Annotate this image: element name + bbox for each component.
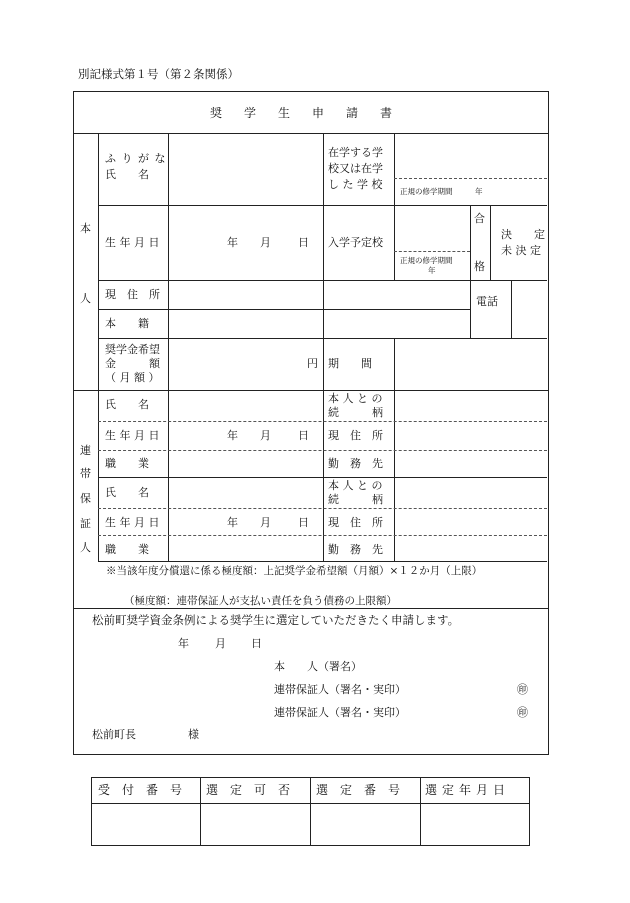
office-header-date: 選定年月日 [425, 783, 511, 797]
signer-guarantor2: 連帯保証人（署名・実印） [274, 706, 406, 719]
signer-applicant: 本 人（署名） [274, 660, 362, 673]
form-title: 奨学生申請書 [210, 106, 415, 120]
phone-label: 電話 [476, 295, 498, 308]
decision-label: 決 定 [501, 228, 545, 241]
guarantor1-occupation-label: 職 業 [105, 457, 149, 470]
guarantor2-name-label: 氏 名 [105, 486, 149, 499]
addressee-honorific: 様 [188, 728, 199, 741]
form-number: 別記様式第１号（第２条関係） [78, 67, 239, 81]
birth-month: 月 [260, 236, 271, 249]
seal-mark-2: ㊞ [517, 706, 528, 719]
birth-label: 生 年 月 日 [105, 236, 160, 249]
guarantor2-relation-label: 本 人 と の [328, 479, 383, 492]
planned-period: 正規の修学期間 [400, 256, 453, 265]
amount-label: 奨学金希望 [105, 343, 160, 356]
school-label: 在学する学 [328, 146, 383, 159]
declaration-year: 年 [178, 637, 189, 650]
address-label: 現 住 所 [105, 288, 160, 301]
signer-guarantor1: 連帯保証人（署名・実印） [274, 683, 406, 696]
page: 別記様式第１号（第２条関係） 奨学生申請書 本 人 ふ り が な 氏 名 在学する学 校又は在学 し た 学 校 正規の修学期間 年 生 年 月 日 年 月 日 入学予定校 正規の修学期間 年 合 格 決 定 未 決 定 現 住 所 電話 本 籍 奨学金希望 金 額 （ 月 額 ） 円 期 間 連 帯 保 証 人 氏 名 本 人 と の 続 柄 生 年 月 日 年 月 日 現 住 所 職 業 勤 務 先 氏 名 本 人 と の 続 柄 生 年 月 日 年 月 日 現 住 所 職 業 勤 務 先 ※当該年度分償還に係る極度額：上記奨学金希望額（月額）×１２か月（上限） （極度額：連帯保証人が支払い責任を負う債務の上限額） 松前町奨学資金条例による奨学生に選定していただきたく申請します。 年 月 日 本 人（署名） 連帯保証人（署名・実印） ㊞ 連帯保証人（署名・実印） ㊞ 松前町長 様 受付番号 選定可否 選定番号 選定年月日 [0, 0, 630, 903]
note-limit: ※当該年度分償還に係る極度額：上記奨学金希望額（月額）×１２か月（上限） [106, 565, 483, 577]
yen-unit: 円 [307, 357, 318, 370]
guarantor1-address-label: 現 住 所 [328, 429, 383, 442]
applicant-section-label: 本 [80, 222, 91, 235]
guarantor1-birth-label: 生 年 月 日 [105, 429, 160, 442]
addressee: 松前町長 [92, 728, 136, 741]
office-header-approval: 選定可否 [206, 783, 303, 797]
guarantor2-workplace-label: 勤 務 先 [328, 543, 383, 556]
guarantor2-occupation-label: 職 業 [105, 543, 149, 556]
guarantor1-name-label: 氏 名 [105, 398, 149, 411]
note-limit-definition: （極度額：連帯保証人が支払い責任を負う債務の上限額） [124, 595, 397, 607]
declaration-month: 月 [215, 637, 226, 650]
declaration-text: 松前町奨学資金条例による奨学生に選定していただきたく申請します。 [92, 613, 460, 627]
declaration-day: 日 [251, 637, 262, 650]
name-label: 氏 名 [105, 168, 149, 181]
guarantor1-workplace-label: 勤 務 先 [328, 457, 383, 470]
period-label: 期 間 [328, 357, 372, 370]
guarantor2-birth-label: 生 年 月 日 [105, 516, 160, 529]
seal-mark-1: ㊞ [517, 683, 528, 696]
guarantor2-address-label: 現 住 所 [328, 516, 383, 529]
office-header-receipt: 受付番号 [98, 783, 195, 797]
guarantor1-relation-label: 本 人 と の [328, 392, 383, 405]
pass-label: 合 [474, 212, 485, 225]
office-header-number: 選定番号 [316, 783, 413, 797]
domicile-label: 本 籍 [105, 317, 149, 330]
furigana-label: ふ り が な [105, 152, 167, 165]
birth-year: 年 [227, 236, 238, 249]
guarantor-section-label: 連 [80, 444, 91, 457]
school-period: 正規の修学期間 年 [400, 187, 483, 196]
birth-day: 日 [298, 236, 309, 249]
planned-school-label: 入学予定校 [328, 236, 383, 249]
